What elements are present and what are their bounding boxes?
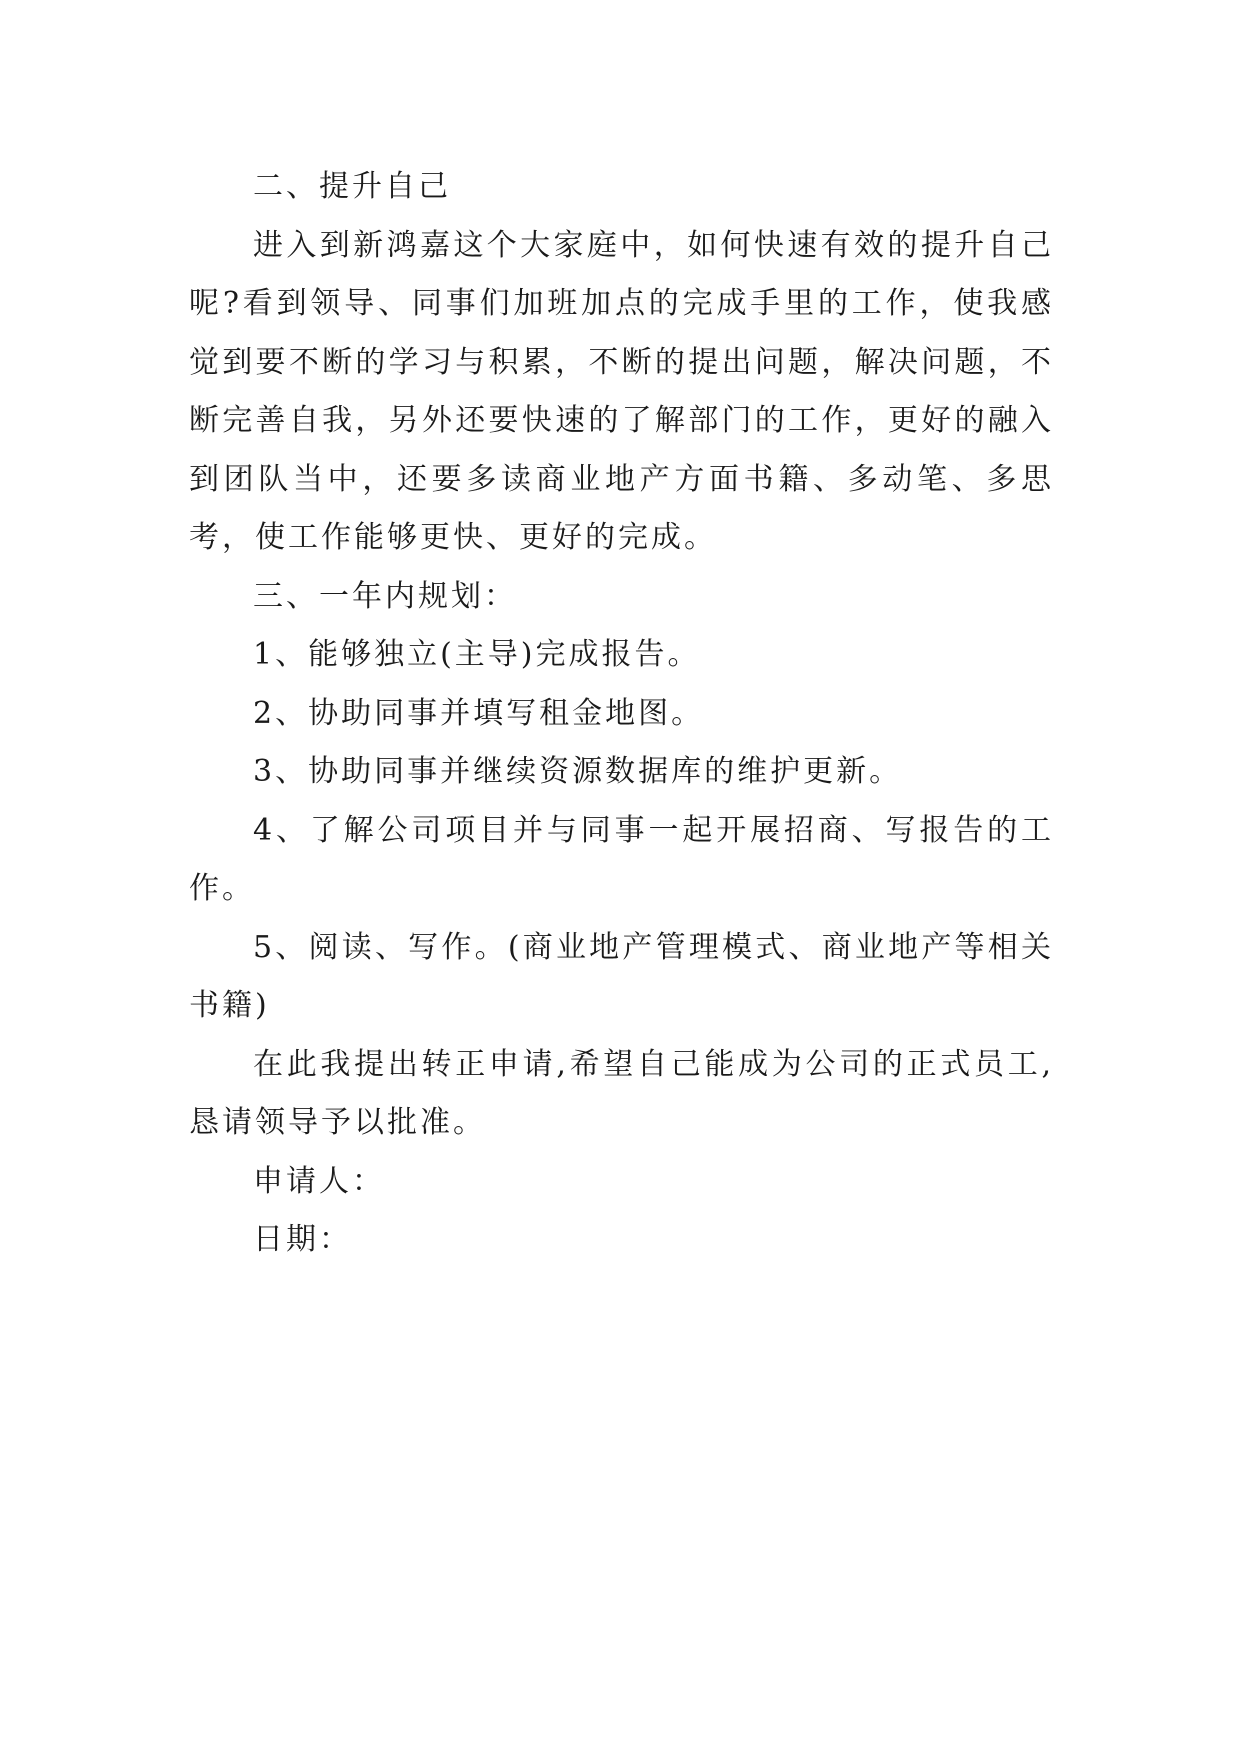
plan-item-3: 3、协助同事并继续资源数据库的维护更新。	[253, 754, 903, 789]
applicant-field: 申请人：	[253, 1163, 385, 1199]
date-field: 日期：	[253, 1222, 352, 1257]
section-heading-one-year-plan: 三、一年内规划：	[253, 578, 517, 614]
plan-item-5: 5、阅读、写作。(商业地产管理模式、商业地产等相关书籍)	[189, 929, 1054, 1023]
application-request-paragraph: 在此我提出转正申请,希望自己能成为公司的正式员工,恳请领导予以批准。	[189, 1046, 1054, 1140]
section-heading-self-improvement: 二、提升自己	[253, 169, 451, 204]
plan-item-2: 2、协助同事并填写租金地图。	[253, 695, 705, 731]
plan-item-4: 4、了解公司项目并与同事一起开展招商、写报告的工作。	[189, 812, 1054, 906]
plan-item-1: 1、能够独立(主导)完成报告。	[253, 637, 701, 672]
document-body	[189, 158, 1054, 1270]
paragraph-self-improvement: 进入到新鸿嘉这个大家庭中，如何快速有效的提升自己呢?看到领导、同事们加班加点的完成手里的工作，使我感觉到要不断的学习与积累，不断的提出问题，解决问题，不断完善自我，另外还要快速的了解部门的工作，更好的融入到团队当中，还要多读商业地产方面书籍、多动笔、多思考，使工作能够更快、更好的完成。	[189, 227, 1054, 555]
